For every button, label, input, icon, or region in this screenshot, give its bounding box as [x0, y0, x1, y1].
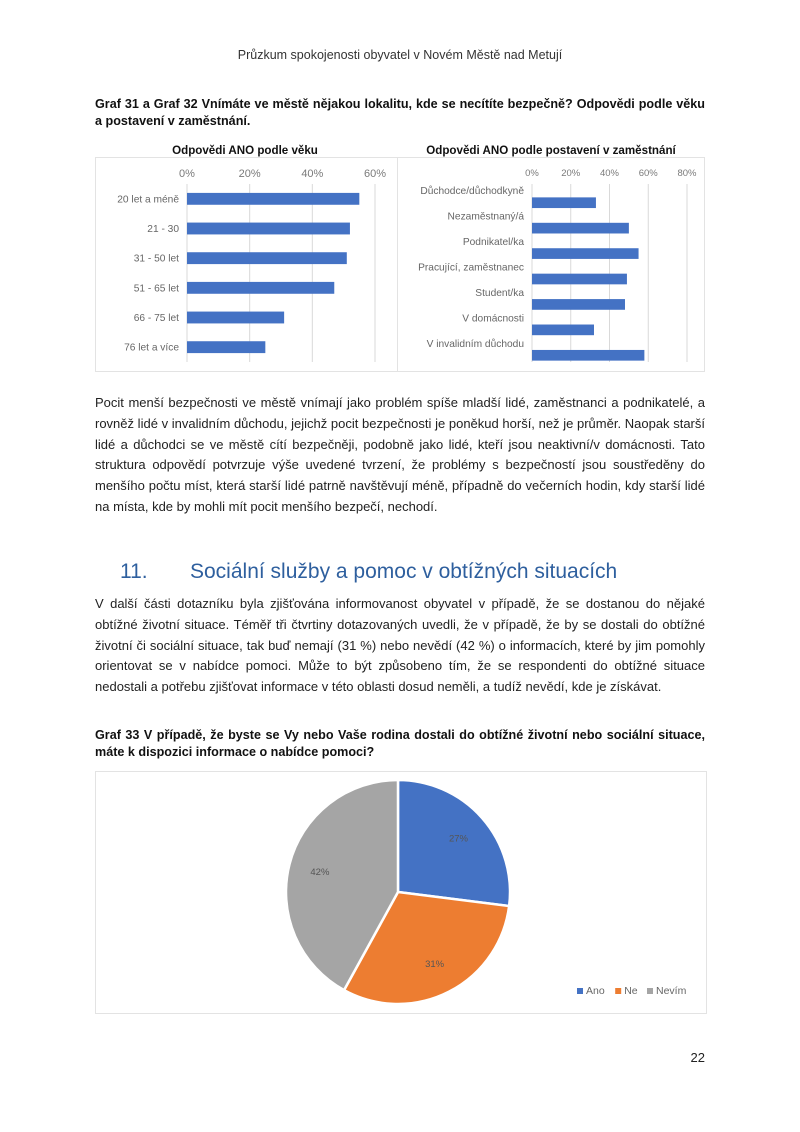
page-number: 22	[690, 1050, 705, 1065]
legend-swatch	[577, 988, 583, 994]
chart-title-age: Odpovědi ANO podle věku	[172, 144, 318, 157]
category-label: 21 - 30	[147, 224, 179, 235]
pie-data-label: 31%	[425, 958, 445, 970]
paragraph-safety: Pocit menší bezpečnosti ve městě vnímají jako problém spíše mladší lidé, zaměstnanci a podnikatelé, a rovněž lidé v invalidním důchodu, jejichž pocit bezpečnosti je poněkud horší, než je průměr. Naopak starší lidé a důchodci se ve městě cítí bezpečněji, podobně jako lidé, kteří jsou neaktivní/v domácnosti. Tato struktura odpovědí potvrzuje výše uvedené tvrzení, že problémy s bezpečností jsou soustředěny do menšího počtu míst, která starší lidé patrně navštěvují méně, případně do večerních hodin, kdy starší lidé na místa, kde by mohli mít pocit menšího bezpečí, nechodí.	[95, 395, 705, 514]
category-label: 66 - 75 let	[133, 313, 179, 324]
tick-label: 40%	[599, 168, 620, 179]
tick-label: 40%	[301, 168, 324, 180]
tick-label: 0%	[179, 168, 195, 180]
legend-swatch	[647, 988, 653, 994]
category-label: Podnikatel/ka	[462, 237, 524, 249]
bar	[532, 350, 644, 361]
chart-title-employment: Odpovědi ANO podle postavení v zaměstnání	[426, 144, 676, 157]
section-number: 11.	[120, 560, 148, 583]
bar	[187, 223, 350, 235]
bar	[187, 193, 359, 205]
bar	[532, 248, 639, 259]
bar	[187, 341, 265, 353]
category-label: Nezaměstnaný/á	[447, 211, 524, 223]
category-label: 20 let a méně	[117, 194, 179, 206]
paragraph-social-services: V další části dotazníku byla zjišťována informovanost obyvatel v případě, že se dostanou do nějaké obtížné životní situace. Téměř tři čtvrtiny dotazovaných uvedli, že v případě, že by se dostali do obtížné životní či sociální situace, tak buď nemají (31 %) nebo nevědí (42 %) o informacích, které by jim pomohly orientovat se v nabídce pomoci. Může to být způsobeno tím, že se respondenti do obtížné situace nedostali a potřebu zjišťovat informace v této oblasti dosud neměli, a tudíž nevědí, kde je získávat.	[95, 596, 705, 695]
tick-label: 20%	[561, 168, 581, 179]
legend-label: Ano	[586, 985, 605, 997]
bar	[187, 252, 347, 264]
tick-label: 80%	[677, 168, 697, 179]
category-label: Pracující, zaměstnanec	[418, 262, 524, 274]
pie-chart-help-info	[95, 771, 707, 1014]
figure-caption-33: Graf 33 V případě, že byste se Vy nebo Vaše rodina dostali do obtížné životní nebo sociální situace, máte k dispozici informace o nabídce pomoci?	[95, 728, 705, 759]
category-label: Důchodce/důchodkyně	[420, 186, 524, 198]
bar	[532, 325, 594, 336]
bar	[532, 299, 625, 310]
tick-label: 60%	[638, 168, 658, 179]
legend-label: Ne	[624, 985, 638, 997]
tick-label: 20%	[238, 168, 261, 180]
legend-swatch	[615, 988, 621, 994]
bar-chart-age	[95, 157, 400, 372]
category-label: 51 - 65 let	[133, 283, 179, 295]
category-label: Student/ka	[475, 287, 524, 299]
pie-data-label: 27%	[448, 833, 468, 845]
tick-label: 60%	[363, 168, 387, 180]
category-label: V domácnosti	[462, 313, 524, 325]
section-title: Sociální služby a pomoc v obtížných situacích	[190, 560, 618, 583]
bar	[532, 223, 629, 234]
page-header: Průzkum spokojenosti obyvatel v Novém Městě nad Metují	[237, 48, 563, 62]
figure-caption-31-32: Graf 31 a Graf 32 Vnímáte ve městě nějakou lokalitu, kde se necítíte bezpečně? Odpovědi podle věku a postavení v zaměstnání.	[95, 97, 705, 128]
bar-chart-employment	[397, 157, 705, 372]
category-label: V invalidním důchodu	[426, 338, 524, 350]
pie-data-label: 42%	[310, 866, 330, 878]
category-label: 31 - 50 let	[133, 253, 179, 265]
bar	[187, 312, 284, 324]
section-heading	[120, 560, 617, 584]
category-label: 76 let a více	[124, 342, 179, 354]
tick-label: 0%	[525, 168, 539, 179]
bar	[187, 282, 334, 294]
bar	[532, 274, 627, 285]
bar	[532, 197, 596, 208]
legend-label: Nevím	[656, 985, 687, 997]
